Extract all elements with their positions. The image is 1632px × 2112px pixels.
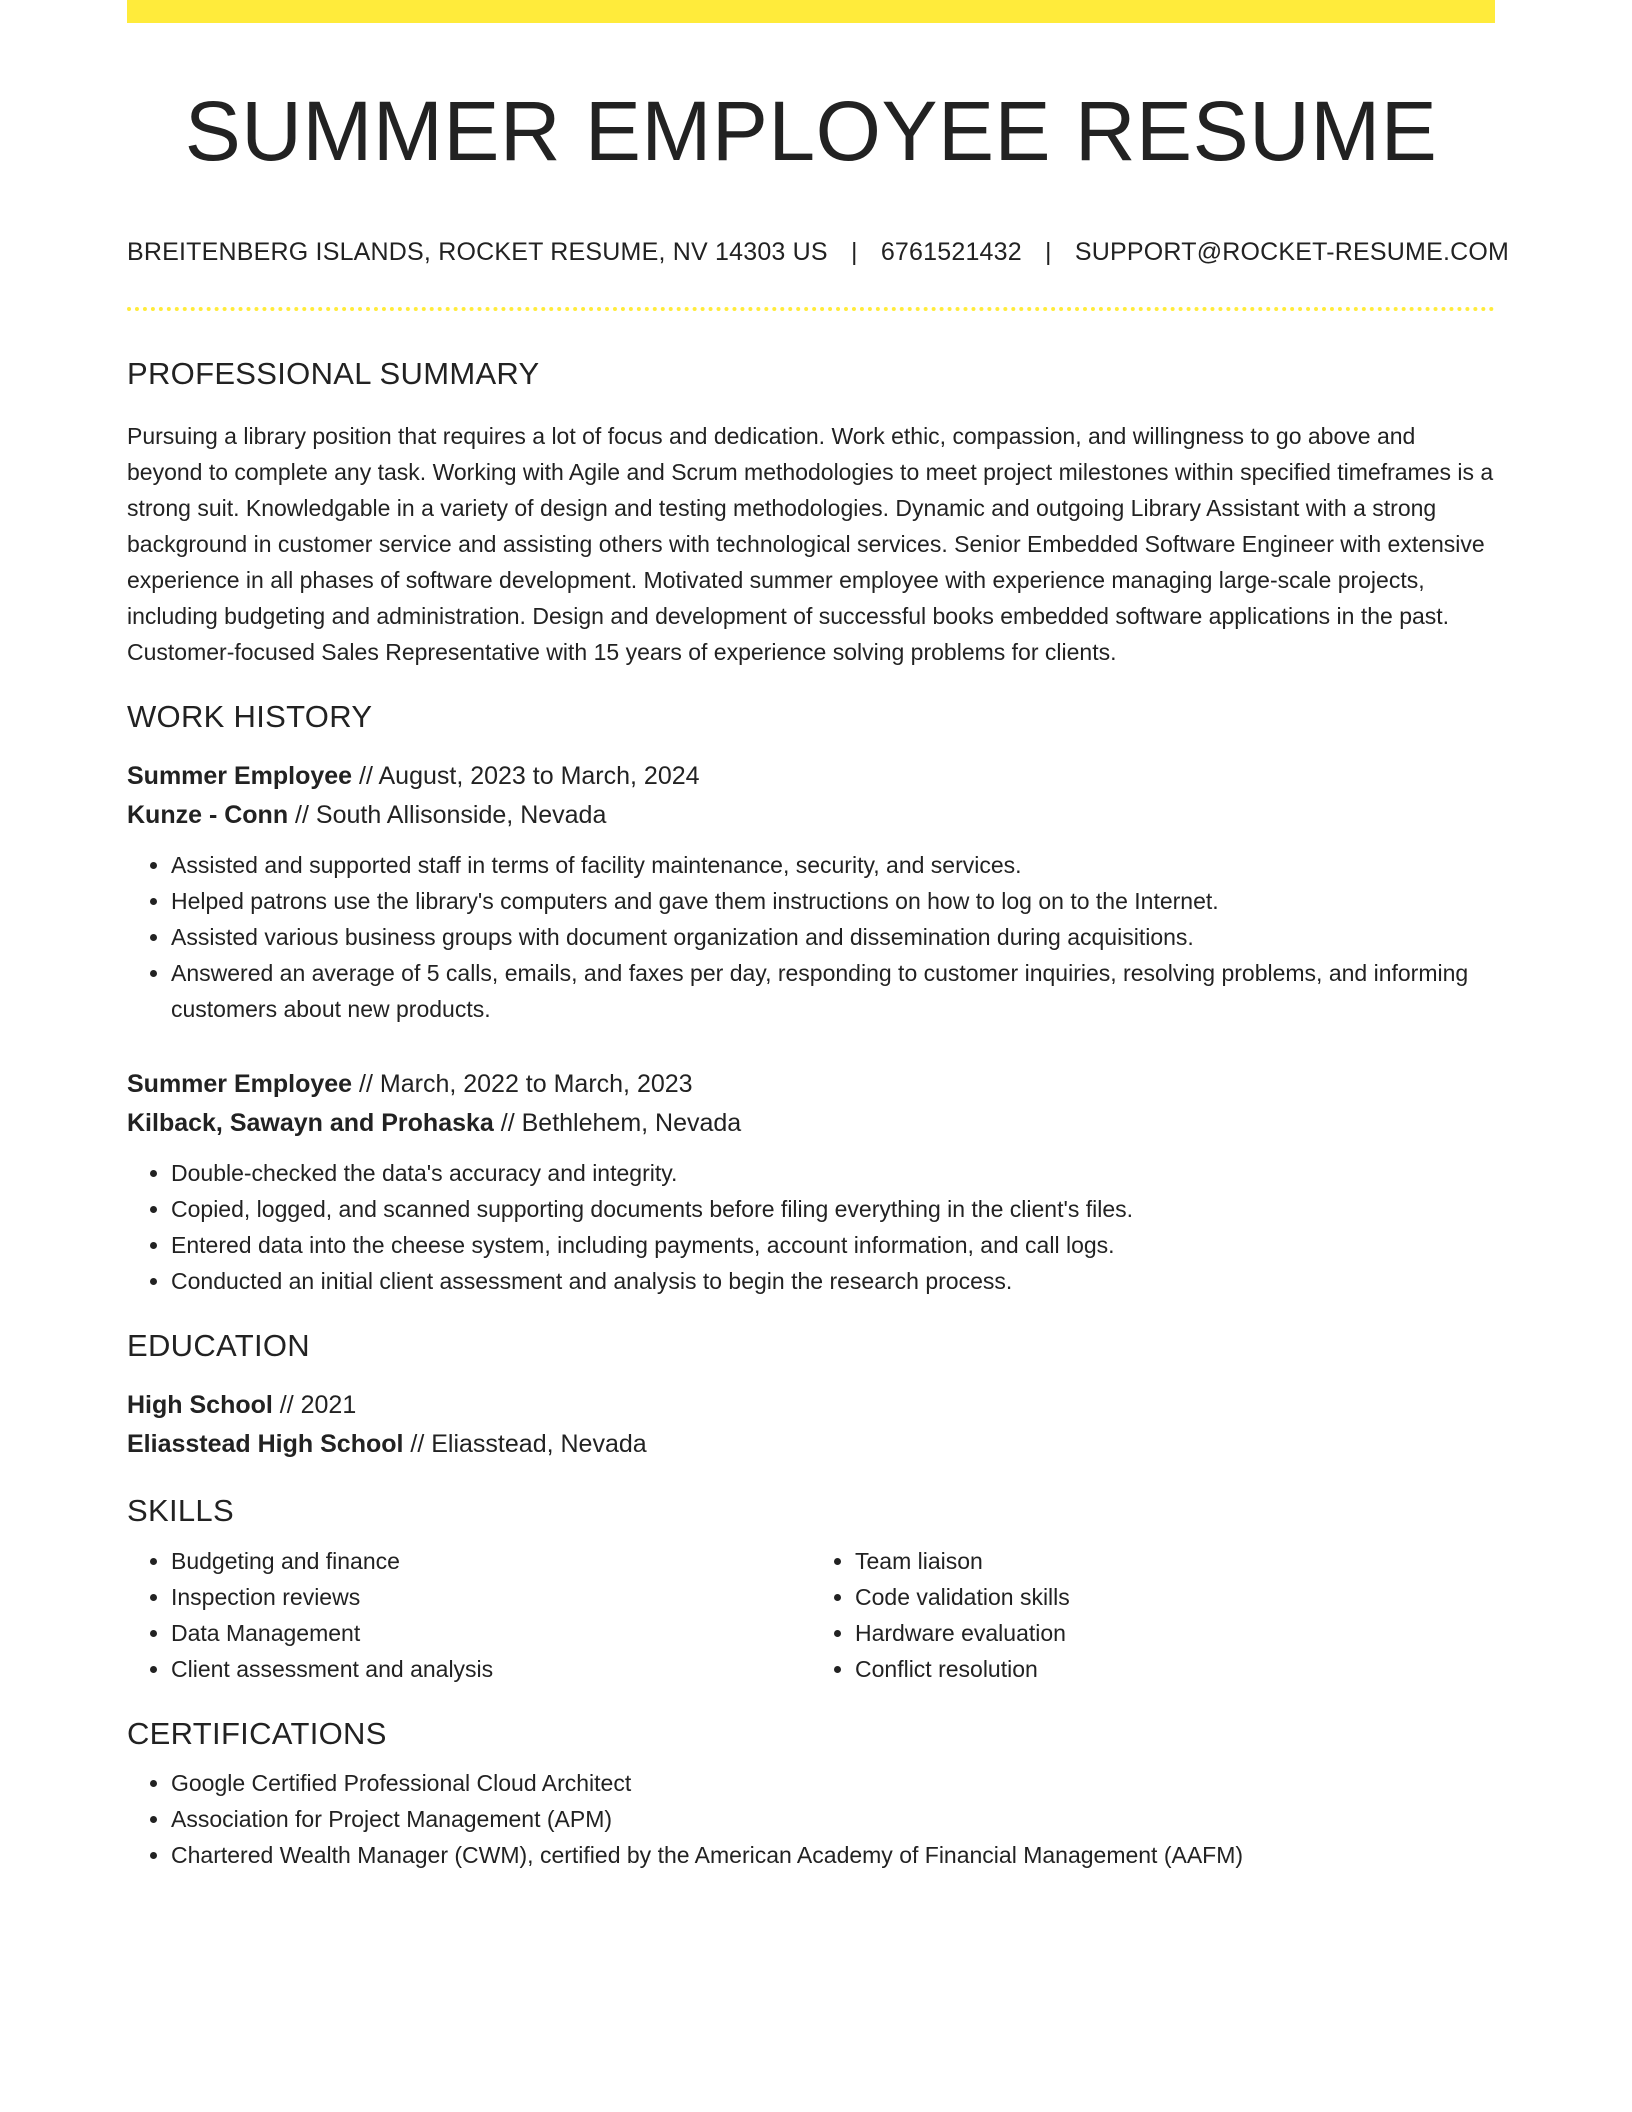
job-dates: March, 2022 to March, 2023 [379,1069,693,1098]
contact-separator: | [1045,237,1052,266]
list-item: • Google Certified Professional Cloud Architect [171,1765,1495,1801]
job-location: Bethlehem, Nevada [521,1108,742,1137]
skills-list-right [811,1543,1495,1687]
job-location: South Allisonside, Nevada [315,800,607,829]
list-item: • Code validation skills [855,1579,1495,1615]
education-school-line [127,1425,1495,1464]
list-item: • Double-checked the data's accuracy and integrity. [171,1155,1495,1191]
job-dates: August, 2023 to March, 2024 [378,761,700,790]
job-role: Summer Employee [127,1069,353,1098]
contact-line [127,237,1510,267]
list-item: • Budgeting and finance [171,1543,811,1579]
list-item: • Conducted an initial client assessment and analysis to begin the research process. [171,1263,1495,1299]
education-heading: EDUCATION [127,1327,310,1363]
education-year: 2021 [300,1391,357,1420]
job-duties [127,1155,1495,1299]
list-item: • Association for Project Management (APM) [171,1801,1495,1837]
list-item: • Conflict resolution [855,1651,1495,1687]
job-company-line [127,796,1495,835]
list-item: • Helped patrons use the library's computers and gave them instructions on how to log on to the Internet. [171,883,1495,919]
field-separator: // [352,761,379,790]
education-degree-line [127,1386,1495,1425]
skills-list-left [127,1543,811,1687]
contact-address: BREITENBERG ISLANDS, ROCKET RESUME, NV 14303 US [127,237,828,266]
list-item: • Hardware evaluation [855,1615,1495,1651]
list-item: • Team liaison [855,1543,1495,1579]
contact-email: SUPPORT@ROCKET-RESUME.COM [1074,237,1510,266]
certifications-list [127,1765,1495,1873]
top-accent-bar [127,0,1495,23]
job-company: Kilback, Sawayn and Prohaska [127,1108,494,1137]
list-item: • Assisted and supported staff in terms of facility maintenance, security, and services. [171,847,1495,883]
contact-separator: | [850,237,858,266]
list-item: • Copied, logged, and scanned supporting documents before filing everything in the client's files. [171,1191,1495,1227]
resume-page [127,0,1510,1873]
field-separator: // [352,1069,380,1098]
summary-text: Pursuing a library position that requires a lot of focus and dedication. Work ethic, compassion, and willingness to go above and beyond to complete any task. Working with Agile and Scrum methodologies to meet project milestones within specified timeframes is a strong suit. Knowledgable in a variety of design and testing methodologies. Dynamic and outgoing Library Assistant with a strong background in customer service and assisting others with technological services. Senior Embedded Software Engineer with extensive experience in all phases of software development. Motivated summer employee with experience managing large-scale projects, including budgeting and administration. Design and development of successful books embedded software applications in the past. Customer-focused Sales Representative with 15 years of experience solving problems for clients. [127,422,1494,665]
contact-phone: 6761521432 [880,237,1022,266]
education-entry [127,1386,1495,1464]
list-item: • Chartered Wealth Manager (CWM), certified by the American Academy of Financial Management (AAFM) [171,1837,1495,1873]
job-role-line [127,757,1495,796]
field-separator: // [288,800,316,829]
list-item: • Data Management [171,1615,811,1651]
skills-columns [127,1543,1495,1687]
field-separator: // [403,1430,432,1459]
list-item: • Client assessment and analysis [171,1651,811,1687]
education-school: Eliasstead High School [127,1430,404,1459]
job-role-line [127,1065,1495,1104]
summary-heading: PROFESSIONAL SUMMARY [127,355,540,391]
list-item: • Entered data into the cheese system, including payments, account information, and call logs. [171,1227,1495,1263]
header-divider [127,307,1495,311]
list-item: • Assisted various business groups with document organization and dissemination during acquisitions. [171,919,1495,955]
job-entry [127,1065,1495,1299]
job-duties [127,847,1495,1027]
field-separator: // [272,1391,301,1420]
education-location: Eliasstead, Nevada [431,1430,647,1459]
list-item: • Answered an average of 5 calls, emails, and faxes per day, responding to customer inquiries, resolving problems, and informing customers about new products. [171,955,1495,1027]
job-company: Kunze - Conn [127,800,289,829]
field-separator: // [493,1108,522,1137]
list-item: • Inspection reviews [171,1579,811,1615]
resume-title: SUMMER EMPLOYEE RESUME [184,84,1438,178]
job-role: Summer Employee [127,761,353,790]
job-entry [127,757,1495,1027]
education-degree: High School [127,1391,273,1420]
job-company-line [127,1104,1495,1143]
work-history-heading: WORK HISTORY [127,698,373,734]
certifications-heading: CERTIFICATIONS [127,1716,387,1752]
skills-heading: SKILLS [127,1493,234,1529]
